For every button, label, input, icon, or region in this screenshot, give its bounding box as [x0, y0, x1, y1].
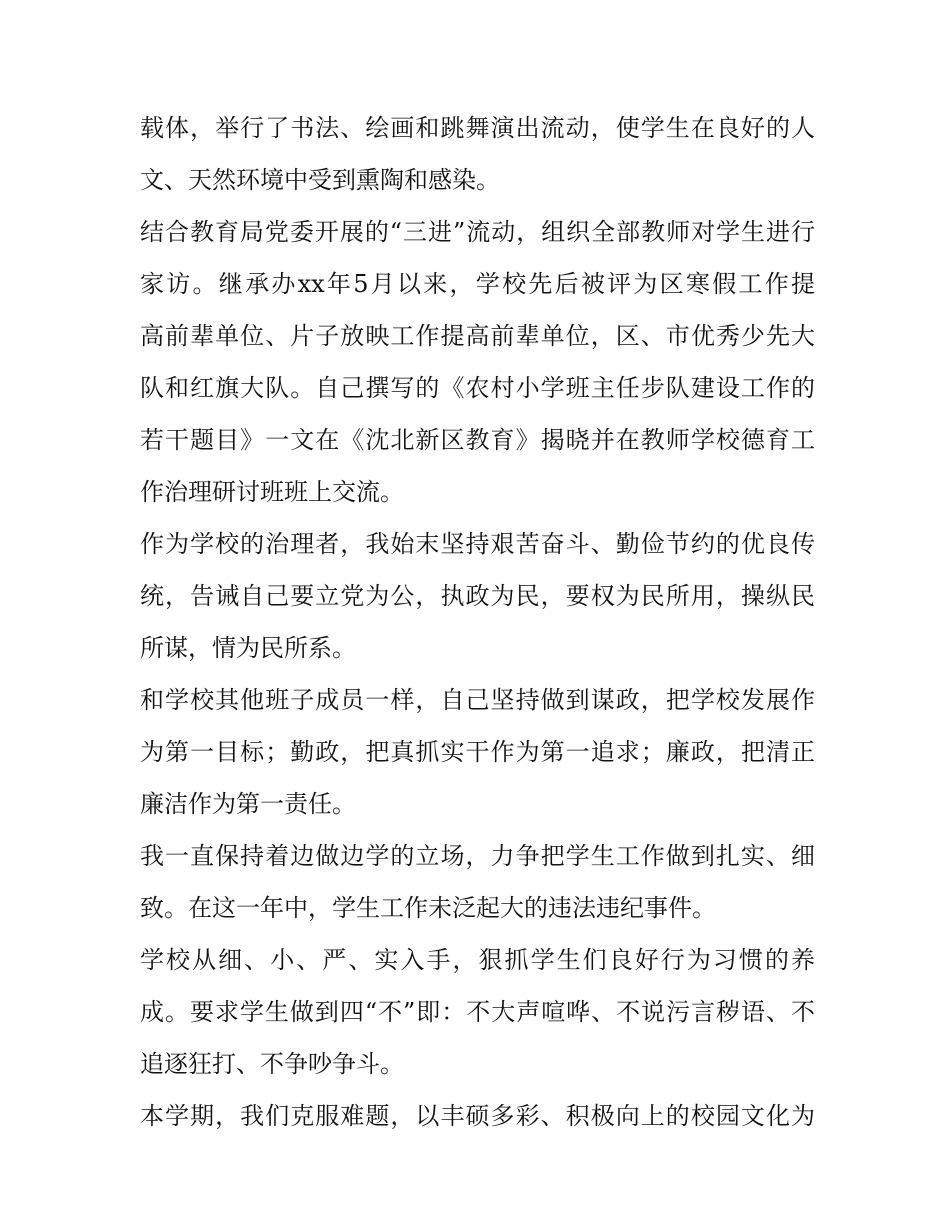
text-line: 统，告诫自己要立党为公，执政为民，要权为民所用，操纵民: [140, 582, 815, 610]
text-line: 家访。继承办xx年5月以来，学校先后被评为区寒假工作提: [140, 270, 815, 298]
text-line: 本学期，我们克服难题，以丰硕多彩、积极向上的校园文化为: [140, 1102, 815, 1130]
text-line: 为第一目标；勤政，把真抓实干作为第一追求；廉政，把清正: [140, 738, 815, 766]
text-line: 廉洁作为第一责任。: [140, 790, 356, 818]
text-line: 学校从细、小、严、实入手，狠抓学生们良好行为习惯的养: [140, 946, 815, 974]
text-line: 队和红旗大队。自己撰写的《农村小学班主任步队建设工作的: [140, 374, 815, 402]
text-line: 文、天然环境中受到熏陶和感染。: [140, 166, 500, 194]
text-line: 成。要求学生做到四“不”即：不大声喧哗、不说污言秽语、不: [140, 998, 815, 1026]
text-line: 作治理研讨班班上交流。: [140, 478, 404, 506]
text-line: 致。在这一年中，学生工作未泛起大的违法违纪事件。: [140, 894, 716, 922]
text-line: 若干题目》一文在《沈北新区教育》揭晓并在教师学校德育工: [140, 426, 815, 454]
text-line: 所谋，情为民所系。: [140, 634, 356, 662]
text-line: 作为学校的治理者，我始末坚持艰苦奋斗、勤俭节约的优良传: [140, 530, 815, 558]
text-line: 结合教育局党委开展的“三进”流动，组织全部教师对学生进行: [140, 218, 815, 246]
text-line: 和学校其他班子成员一样，自己坚持做到谋政，把学校发展作: [140, 686, 815, 714]
text-line: 追逐狂打、不争吵争斗。: [140, 1050, 404, 1078]
text-line: 载体，举行了书法、绘画和跳舞演出流动，使学生在良好的人: [140, 114, 815, 142]
document-page: [140, 102, 815, 1142]
text-line: 高前辈单位、片子放映工作提高前辈单位，区、市优秀少先大: [140, 322, 815, 350]
text-line: 我一直保持着边做边学的立场，力争把学生工作做到扎实、细: [140, 842, 815, 870]
